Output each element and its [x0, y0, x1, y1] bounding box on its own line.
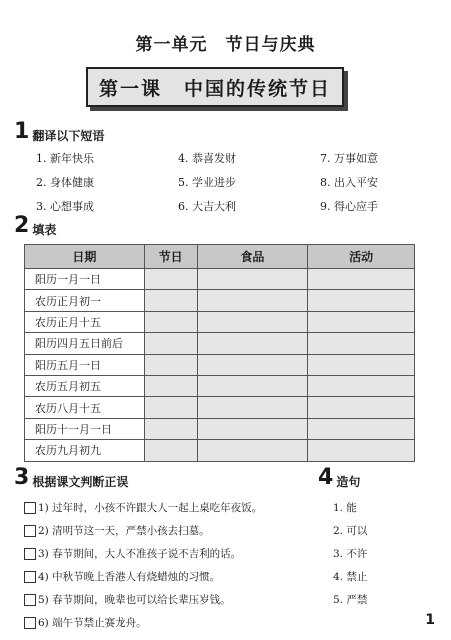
blank-cell[interactable] [197, 397, 308, 418]
blank-cell[interactable] [308, 311, 415, 332]
table-row [25, 397, 415, 418]
phrase-item: 1. 新年快乐 [36, 152, 94, 165]
column-header-festival: 节日 [144, 245, 197, 269]
phrase-item: 2. 身体健康 [36, 176, 94, 189]
column-header-activity: 活动 [308, 245, 415, 269]
column-header-date: 日期 [25, 245, 145, 269]
list-item: 1. 能 [333, 502, 357, 514]
statement-text: 3) 春节期间，大人不准孩子说不吉利的话。 [38, 548, 242, 560]
statement-text: 6) 端午节禁止赛龙舟。 [38, 617, 147, 629]
table-row [25, 375, 415, 396]
list-item: 2. 可以 [333, 525, 368, 537]
blank-cell[interactable] [308, 418, 415, 439]
blank-cell[interactable] [308, 354, 415, 375]
blank-cell[interactable] [197, 333, 308, 354]
blank-cell[interactable] [144, 418, 197, 439]
list-item [24, 496, 262, 519]
phrase-item: 3. 心想事成 [36, 200, 94, 213]
statement-text: 1) 过年时，小孩不许跟大人一起上桌吃年夜饭。 [38, 502, 263, 514]
statement-text: 4) 中秋节晚上香港人有烧蜡烛的习惯。 [38, 571, 221, 583]
answer-checkbox[interactable] [24, 594, 36, 606]
page-number: 1 [425, 612, 435, 628]
answer-checkbox[interactable] [24, 525, 36, 537]
section-title: 根据课文判断正误 [32, 475, 129, 489]
blank-cell[interactable] [144, 290, 197, 311]
table-row [25, 311, 415, 332]
blank-cell[interactable] [144, 311, 197, 332]
true-false-list [24, 496, 262, 634]
blank-cell[interactable] [197, 290, 308, 311]
list-item: 3. 不许 [333, 548, 368, 560]
section-title: 填表 [32, 223, 57, 237]
column-header-food: 食品 [197, 245, 308, 269]
blank-cell[interactable] [144, 333, 197, 354]
blank-cell[interactable] [144, 440, 197, 461]
blank-cell[interactable] [308, 333, 415, 354]
date-cell: 阳历一月一日 [25, 269, 145, 290]
list-item [24, 611, 262, 634]
list-item [24, 588, 262, 611]
blank-cell[interactable] [144, 354, 197, 375]
festival-table [24, 244, 415, 462]
phrase-item: 8. 出入平安 [320, 176, 378, 189]
blank-cell[interactable] [197, 354, 308, 375]
unit-title: 第一单元 节日与庆典 [135, 35, 316, 55]
section-4-heading [318, 467, 360, 489]
blank-cell[interactable] [144, 397, 197, 418]
phrase-item: 7. 万事如意 [320, 152, 378, 165]
blank-cell[interactable] [197, 375, 308, 396]
phrase-item: 9. 得心应手 [320, 200, 378, 213]
table-row [25, 269, 415, 290]
blank-cell[interactable] [308, 290, 415, 311]
statement-text: 5) 春节期间，晚辈也可以给长辈压岁钱。 [38, 594, 231, 606]
blank-cell[interactable] [308, 440, 415, 461]
date-cell: 农历正月初一 [25, 290, 145, 311]
answer-checkbox[interactable] [24, 617, 36, 629]
statement-text: 2) 清明节这一天，严禁小孩去扫墓。 [38, 525, 210, 537]
section-number: 1 [14, 119, 30, 144]
lesson-title: 中国的传统节日 [184, 77, 332, 100]
blank-cell[interactable] [144, 269, 197, 290]
blank-cell[interactable] [308, 269, 415, 290]
section-title: 翻译以下短语 [32, 129, 105, 143]
table-row [25, 440, 415, 461]
list-item [24, 519, 262, 542]
blank-cell[interactable] [197, 440, 308, 461]
lesson-number: 第一课 [98, 77, 162, 100]
section-1-heading [14, 121, 104, 143]
list-item: 4. 禁止 [333, 571, 368, 583]
blank-cell[interactable] [197, 311, 308, 332]
date-cell: 农历正月十五 [25, 311, 145, 332]
blank-cell[interactable] [308, 375, 415, 396]
section-number: 3 [14, 465, 30, 490]
sentence-word-list [333, 496, 367, 611]
answer-checkbox[interactable] [24, 571, 36, 583]
list-item: 5. 严禁 [333, 594, 368, 606]
table-header-row [25, 245, 415, 269]
table-row [25, 418, 415, 439]
phrase-list [36, 150, 416, 214]
date-cell: 农历八月十五 [25, 397, 145, 418]
phrase-item: 5. 学业进步 [178, 176, 236, 189]
section-number: 2 [14, 213, 30, 238]
list-item [24, 542, 262, 565]
table-row [25, 354, 415, 375]
blank-cell[interactable] [144, 375, 197, 396]
date-cell: 阳历四月五日前后 [25, 333, 145, 354]
date-cell: 阳历十一月一日 [25, 418, 145, 439]
section-3-heading [14, 467, 128, 489]
table-row [25, 290, 415, 311]
date-cell: 阳历五月一日 [25, 354, 145, 375]
phrase-item: 6. 大吉大利 [178, 200, 236, 213]
answer-checkbox[interactable] [24, 548, 36, 560]
date-cell: 农历五月初五 [25, 375, 145, 396]
section-title: 造句 [336, 475, 361, 489]
blank-cell[interactable] [197, 269, 308, 290]
answer-checkbox[interactable] [24, 502, 36, 514]
phrase-item: 4. 恭喜发财 [178, 152, 236, 165]
blank-cell[interactable] [197, 418, 308, 439]
section-number: 4 [318, 465, 334, 490]
section-2-heading [14, 215, 56, 237]
list-item [24, 565, 262, 588]
lesson-title-box [86, 67, 344, 107]
date-cell: 农历九月初九 [25, 440, 145, 461]
blank-cell[interactable] [308, 397, 415, 418]
table-row [25, 333, 415, 354]
